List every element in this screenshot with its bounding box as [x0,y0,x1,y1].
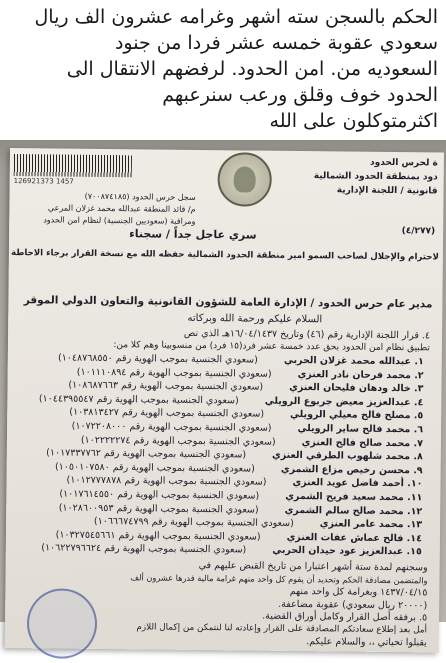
person-nationality-id: (سعودي الجنسية بموجب الهوية رقم ١٠١٧٦١٤٥٥٠) [59,488,260,502]
classification-label: سري عاجل جداً / سجناء [129,227,257,242]
person-row [22,502,422,517]
person-row [23,434,423,449]
meta-line-3: ومراقبة (سعوديين الجنسية) لنظام امن الحدود [43,215,196,226]
person-nationality-id: (سعودي الجنسية بموجب الهوية رقم ١٠٥٠١٠٧٥٨٠) [54,461,255,475]
addressee-title: مدير عام حرس الحدود / الإدارة العامة للشؤون القانونية والتعاون الدولي الموقر [23,294,433,311]
person-row [24,352,424,367]
letterhead-line-1: ة لحرس الحدود [369,157,438,169]
letterhead-line-3: قانونية / اللجنة الإدارية [336,185,438,197]
person-nationality-id: (سعودي الجنسية بموجب الهوية رقم ١٠٨٦٨٧٦٦٣) [68,379,264,393]
salutation: لاحترام والإجلال لصاحب السمو امير منطقة الحدود الشمالية حفظه الله مع نسخة القرار برجاء الاحاطة [10,248,439,263]
person-nationality-id: (سعودي الجنسية بموجب الهوية رقم ١٠٦٢٢٧٩٦٦٢٤) [41,542,247,556]
reference-number: (٤/٢٧٧) [401,226,436,237]
person-name: ٣. خالد ودهان فليحان العنزي [289,382,424,395]
person-nationality-id: (سعودي الجنسية بموجب الهوية رقم ١٠٣٨١٣٤٢٧) [69,407,265,421]
person-nationality-id: (سعودي الجنسية بموجب الهوية رقم ١٠٧٢٢٠٨٠٠٠) [71,420,272,434]
person-nationality-id: (سعودي الجنسية بموجب الهوية رقم ١٠٤٨٧٦٨٥٥٠) [57,352,258,366]
person-name: ١٢. محمد صالح سالم الشمري [284,504,423,517]
closing-line: وسجنهم لمدة ستة أشهر اعتبارا من تاريخ القبض عليهم في [198,559,428,574]
person-name: ٨. محمد شلهوب الطرقي العنزي [272,449,423,463]
closing-line: أمل بعد إطلاع سعادتكم المصادقة على القرار وإعادته لنا لنتمكن من إكمال اللازم [136,621,428,635]
person-nationality-id: (سعودي الجنسية بموجب الهوية رقم ١٠٣٢٧٥٤٥٦٦١) [55,529,261,543]
person-row [22,515,422,530]
person-name: ١٥. عبدالعزيز عود حيدان الحربي [272,545,422,558]
letterhead-line-2: دود بمنطقة الحدود الشمالية [313,171,438,183]
letterhead [314,155,438,198]
closing-line: يقبلوا تحياتي ،، والسلام عليكم. [306,636,427,649]
document-photo[interactable] [0,140,446,649]
official-stamp-icon [27,588,98,659]
person-nationality-id: (سعودي الجنسية بموجب الهوية رقم ١٠١٧٣٣٧٧٦٢) [46,447,247,461]
person-nationality-id: (سعودي الجنسية بموجب الهوية رقم ١٠١٢٧٧٧٨٧٨) [66,475,267,489]
person-row [22,488,422,503]
caption-line-3: السعوديه من. امن الحدود. لرفضهم الانتقال الى [66,58,438,80]
closing-line: (٢٠٠٠٠ ريال سعودي) عقوبة مضاعفة. [278,598,428,611]
person-name: ١٣. محمد عامر العنزي [319,518,423,531]
person-row [22,475,422,490]
person-row [22,529,422,544]
person-row [23,420,423,435]
closing-line: والمتضمن مصادقة الحكم وتحديد أن يقوم كل واحد منهم غرامة مالية قدرها عشرون ألف [130,571,428,585]
caption-line-1: الحكم بالسجن سته اشهر وغرامه عشرون الف ريال [34,6,438,28]
person-name: ١١. محمد سعيد فريح الشمري [285,490,423,504]
person-nationality-id: (سعودي الجنسية بموجب الهوية رقم ١٠٢٢٢٢٢٧٤) [80,434,276,448]
person-row [24,366,424,381]
barcode-icon [14,154,132,177]
caption-line-5: اكثرمتوكلون على الله [269,110,438,132]
closing-line: ١٤٣٧/٠٤/١٥ وبغرامة كل واحد منهم [289,585,428,599]
person-row [23,379,423,394]
barcode-number: 126921373 1457 [13,177,74,186]
person-nationality-id: (سعودي الجنسية بموجب الهوية رقم ١٠٤٤٣٩٥٥٤٧) [38,393,239,407]
person-nationality-id: (سعودي الجنسية بموجب الهوية رقم ١٠١١١٠٨٩٤) [76,366,272,380]
person-nationality-id: (سعودي الجنسية بموجب الهوية رقم ١٠٢٨٦٠٠٩٥٣) [58,502,259,516]
person-name: ١٤. فالح عماش عفات العنزي [286,531,422,545]
person-name: ٦. محمد فالح ساير الرويلي [297,423,424,436]
caption-line-4: الحدود خوف وقلق ورعب سنرعبهم [162,84,438,106]
caption-line-2: سعودي عقوبة خمسه عشر فردا من جنود [114,32,438,54]
person-name: ٤. عبدالعزيز معيض جربوع الرويلي [264,395,424,409]
person-row [22,543,422,558]
person-row [23,447,423,462]
person-name: ٢. محمد فرحان نادر العنزي [297,368,424,381]
person-nationality-id: (سعودي الجنسية بموجب الهوية رقم ١٠٦٦٦٧٤٧٩٩) [93,516,294,530]
document-paper [5,148,444,653]
closing-line: ٥. برفقه أصل القرار وكامل أوراق القضية. [262,610,428,624]
greeting: السلام عليكم ورحمة الله وبركاته [187,312,323,326]
person-name: ١٠. أحمد فاضل عويد العنزي [292,477,423,490]
emblem-icon [217,152,272,207]
document-meta [43,190,196,228]
intro-line-1: ٤. قرار اللجنة الإدارية رقم (٤٦) وتاريخ ١٦/٠٤/١٤٣٧هـ الذي نص [183,327,431,342]
person-name: ١. عبدالله محمد غزلان الحربي [283,354,424,368]
person-name: ٩. محسن رخيص مزاع الشمري [280,463,423,477]
person-name: ٧. محمد صالح فالح العنزي [301,436,423,449]
person-row [23,461,423,476]
meta-line-2: م/ قائد المنطقة عبدالله محمد غزلان المرعي [47,203,196,214]
person-row [23,393,423,408]
post-caption [0,0,446,140]
person-row [23,407,423,422]
person-name: ٥. مصلح فالح معيلي الرويلي [290,409,424,422]
meta-line-1: سجل حرس الحدود (٧٠٠٨٧٤١٨٥) [84,191,196,202]
intro-line-2: تطبيق نظام امن الحدود بحق عدد خمسة عشر فرد(١٥ فرد) من منسوبينا وهم كلا من: [113,340,430,354]
